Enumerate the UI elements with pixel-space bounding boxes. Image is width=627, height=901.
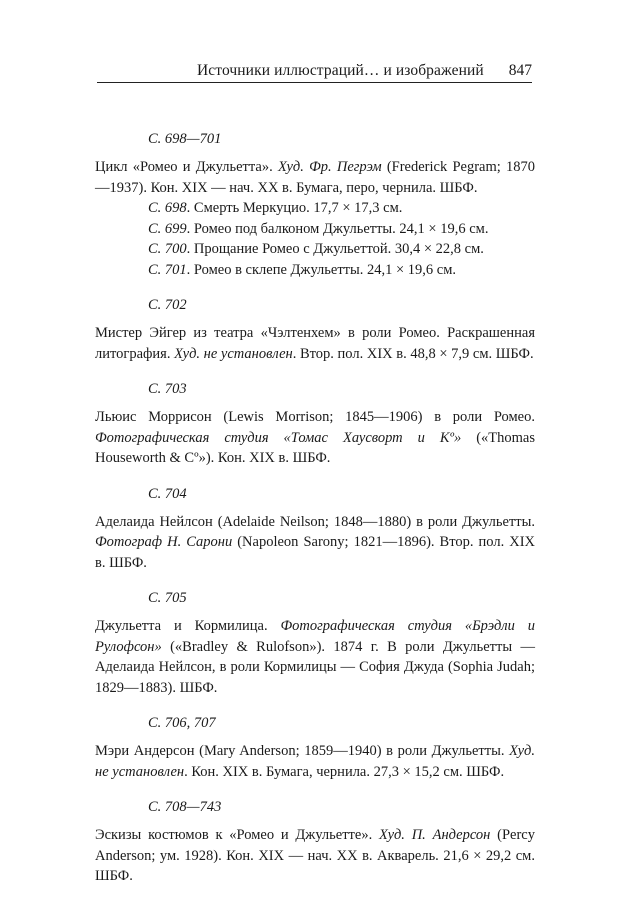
text-run: Цикл «Ромео и Джульетта». xyxy=(95,159,278,175)
italic-text: Фотографическая студия «Томас Хаусворт и Кº» xyxy=(95,429,462,446)
entry-description xyxy=(95,825,535,887)
entry-page-reference: С. 698—701 xyxy=(148,131,222,147)
source-entry xyxy=(95,587,535,698)
text-run: Льюис Моррисон (Lewis Morrison; 1845—1906) в роли Ромео. xyxy=(95,409,535,425)
running-header-title: Источники иллюстраций… и изображений xyxy=(197,62,484,79)
text-run: (Frederick Pegram; 1870—1937). Кон. XIX — нач. XX в. Бумага, перо, чернила. ШБФ. xyxy=(95,159,535,196)
text-run: Мистер Эйгер из театра «Чэлтенхем» в роли Ромео. Раскрашенная литография. xyxy=(95,325,535,362)
text-run: Аделаида Нейлсон (Adelaide Neilson; 1848—1880) в роли Джульетты. xyxy=(95,513,535,530)
source-entry xyxy=(95,796,535,887)
text-run: . Втор. пол. XIX в. 48,8 × 7,9 см. ШБФ. xyxy=(292,345,534,362)
text-run: . Кон. XIX в. Бумага, чернила. 27,3 × 15,2 см. ШБФ. xyxy=(184,763,505,780)
text-run: (Napoleon Sarony; 1821—1896). Втор. пол. XIX в. ШБФ. xyxy=(95,534,535,571)
italic-text: С. 698 xyxy=(148,200,187,216)
entry-page-reference: С. 702 xyxy=(148,297,187,313)
illustration-sources-list xyxy=(95,128,535,901)
entry-description xyxy=(95,616,535,698)
entry-page-reference: С. 703 xyxy=(148,381,187,397)
source-entry xyxy=(95,128,535,280)
text-run: Эскизы костюмов к «Ромео и Джульетте». xyxy=(95,827,379,843)
italic-text: Фотографическая студия «Брэдли и Рулофсон» xyxy=(95,618,535,655)
italic-text: Худ. П. Андерсон xyxy=(379,827,491,843)
italic-text: Худ. не установлен xyxy=(95,743,535,780)
text-run: . Смерть Меркуцио. 17,7 × 17,3 см. xyxy=(186,200,403,216)
italic-text: Худ. не установлен xyxy=(174,345,293,362)
header-rule xyxy=(97,82,532,83)
entry-page-reference: С. 708—743 xyxy=(148,799,222,815)
italic-text: С. 700 xyxy=(148,241,187,257)
entry-page-reference: С. 705 xyxy=(148,590,187,606)
text-run: Джульетта и Кормилица. xyxy=(95,618,281,634)
source-entry xyxy=(95,483,535,574)
text-run: («Bradley & Rulofson»). 1874 г. В роли Джульетты — Аделаида Нейлсон, в роли Кормилицы — София Джуда (Sophia Judah; 1829—1883). ШБФ. xyxy=(95,638,535,696)
entry-description xyxy=(95,323,535,364)
entry-page-reference: С. 706, 707 xyxy=(148,715,216,731)
text-run: («Thomas Houseworth & Cº»). Кон. XIX в. ШБФ. xyxy=(95,429,535,466)
sub-illustration-item xyxy=(148,219,535,240)
sub-illustration-item xyxy=(148,198,535,219)
text-run: . Ромео под балконом Джульетты. 24,1 × 19,6 см. xyxy=(186,220,489,237)
text-run: . Ромео в склепе Джульетты. 24,1 × 19,6 см. xyxy=(186,261,457,278)
source-entry xyxy=(95,712,535,782)
running-header xyxy=(97,55,532,79)
text-run: (Percy Anderson; ум. 1928). Кон. XIX — нач. XX в. Акварель. 21,6 × 29,2 см. ШБФ. xyxy=(95,827,535,884)
sub-illustration-item xyxy=(148,239,535,260)
italic-text: С. 701 xyxy=(148,261,187,278)
italic-text: Фотограф Н. Сарони xyxy=(95,534,233,550)
italic-text: С. 699 xyxy=(148,220,187,237)
text-run: Мэри Андерсон (Mary Anderson; 1859—1940) в роли Джульетты. xyxy=(95,743,510,759)
text-run: . Прощание Ромео с Джульеттой. 30,4 × 22,8 см. xyxy=(186,241,484,257)
source-entry xyxy=(95,294,535,364)
entry-page-reference: С. 704 xyxy=(148,485,187,502)
sub-illustration-item xyxy=(148,260,535,281)
entry-description xyxy=(95,512,535,574)
source-entry xyxy=(95,378,535,469)
entry-description xyxy=(95,741,535,782)
page-number: 847 xyxy=(508,62,532,79)
italic-text: Худ. Фр. Пегрэм xyxy=(277,159,382,175)
entry-description xyxy=(95,407,535,469)
entry-description xyxy=(95,157,535,198)
